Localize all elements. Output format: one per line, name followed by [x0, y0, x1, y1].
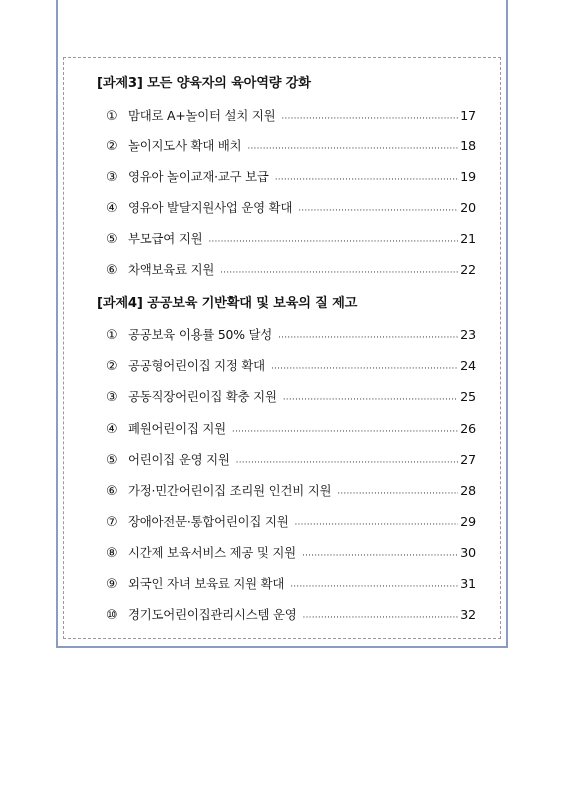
entry-number: ⑤ [106, 232, 118, 247]
dot-leader [294, 518, 458, 532]
entry-label: 영유아 발달지원사업 운영 확대 [128, 200, 293, 215]
toc-entry[interactable] [106, 481, 476, 501]
entry-number: ② [106, 359, 118, 374]
entry-page: 25 [460, 390, 476, 405]
entry-number: ⑤ [106, 453, 118, 468]
dot-leader [302, 549, 458, 563]
toc-entry[interactable] [106, 106, 476, 126]
entry-label: 공공형어린이집 지정 확대 [128, 358, 265, 373]
dot-leader [275, 173, 458, 187]
toc-entry[interactable] [106, 229, 476, 249]
dot-leader [232, 425, 458, 439]
entry-page: 17 [460, 109, 476, 124]
dot-leader [236, 456, 458, 470]
dot-leader [208, 235, 458, 249]
entry-number: ⑥ [106, 484, 118, 499]
entry-page: 23 [460, 328, 476, 343]
entry-number: ① [106, 328, 118, 343]
entry-label: 장애아전문·통합어린이집 지원 [128, 514, 289, 529]
entry-number: ⑦ [106, 515, 118, 530]
entry-number: ⑨ [106, 577, 118, 592]
entry-page: 18 [460, 139, 476, 154]
entry-page: 31 [460, 577, 476, 592]
entry-label: 외국인 자녀 보육료 지원 확대 [128, 576, 285, 591]
dot-leader [298, 204, 458, 218]
entry-label: 부모급여 지원 [128, 231, 203, 246]
section-4-title: [과제4] 공공보육 기반확대 및 보육의 질 제고 [97, 296, 358, 311]
entry-label: 놀이지도사 확대 배치 [128, 138, 242, 153]
entry-number: ② [106, 139, 118, 154]
dot-leader [283, 393, 458, 407]
entry-page: 20 [460, 201, 476, 216]
entry-page: 21 [460, 232, 476, 247]
dot-leader [247, 142, 458, 156]
entry-page: 30 [460, 546, 476, 561]
entry-label: 영유아 놀이교재·교구 보급 [128, 169, 269, 184]
dot-leader [281, 112, 458, 126]
entry-number: ④ [106, 201, 118, 216]
toc-entry[interactable] [106, 605, 476, 625]
dot-leader [337, 487, 458, 501]
dot-leader [220, 266, 458, 280]
entry-page: 29 [460, 515, 476, 530]
toc-entry[interactable] [106, 419, 476, 439]
entry-label: 공동직장어린이집 확충 지원 [128, 389, 277, 404]
section-3-title: [과제3] 모든 양육자의 육아역량 강화 [97, 76, 311, 91]
entry-page: 27 [460, 453, 476, 468]
toc-entry[interactable] [106, 260, 476, 280]
entry-label: 어린이집 운영 지원 [128, 452, 230, 467]
toc-entry[interactable] [106, 356, 476, 376]
entry-page: 28 [460, 484, 476, 499]
entry-label: 공공보육 이용률 50% 달성 [128, 327, 273, 342]
entry-label: 가정·민간어린이집 조리원 인건비 지원 [128, 483, 332, 498]
dot-leader [303, 611, 458, 625]
entry-label: 맘대로 A+놀이터 설치 지원 [128, 108, 276, 123]
dot-leader [290, 580, 458, 594]
entry-page: 26 [460, 422, 476, 437]
entry-number: ⑥ [106, 263, 118, 278]
toc-entry[interactable] [106, 512, 476, 532]
toc-entry[interactable] [106, 198, 476, 218]
entry-page: 32 [460, 608, 476, 623]
entry-page: 19 [460, 170, 476, 185]
entry-label: 경기도어린이집관리시스템 운영 [128, 607, 297, 622]
toc-entry[interactable] [106, 450, 476, 470]
entry-page: 22 [460, 263, 476, 278]
toc-entry[interactable] [106, 387, 476, 407]
entry-number: ① [106, 109, 118, 124]
entry-page: 24 [460, 359, 476, 374]
toc-entry[interactable] [106, 136, 476, 156]
dot-leader [278, 331, 458, 345]
toc-entry[interactable] [106, 543, 476, 563]
entry-label: 폐원어린이집 지원 [128, 421, 226, 436]
toc-entry[interactable] [106, 574, 476, 594]
dot-leader [271, 362, 458, 376]
entry-number: ③ [106, 170, 118, 185]
entry-number: ④ [106, 422, 118, 437]
entry-label: 차액보육료 지원 [128, 262, 215, 277]
entry-number: ③ [106, 390, 118, 405]
entry-number: ⑧ [106, 546, 118, 561]
entry-number: ⑩ [106, 608, 118, 623]
toc-entry[interactable] [106, 167, 476, 187]
entry-label: 시간제 보육서비스 제공 및 지원 [128, 545, 296, 560]
toc-entry[interactable] [106, 325, 476, 345]
